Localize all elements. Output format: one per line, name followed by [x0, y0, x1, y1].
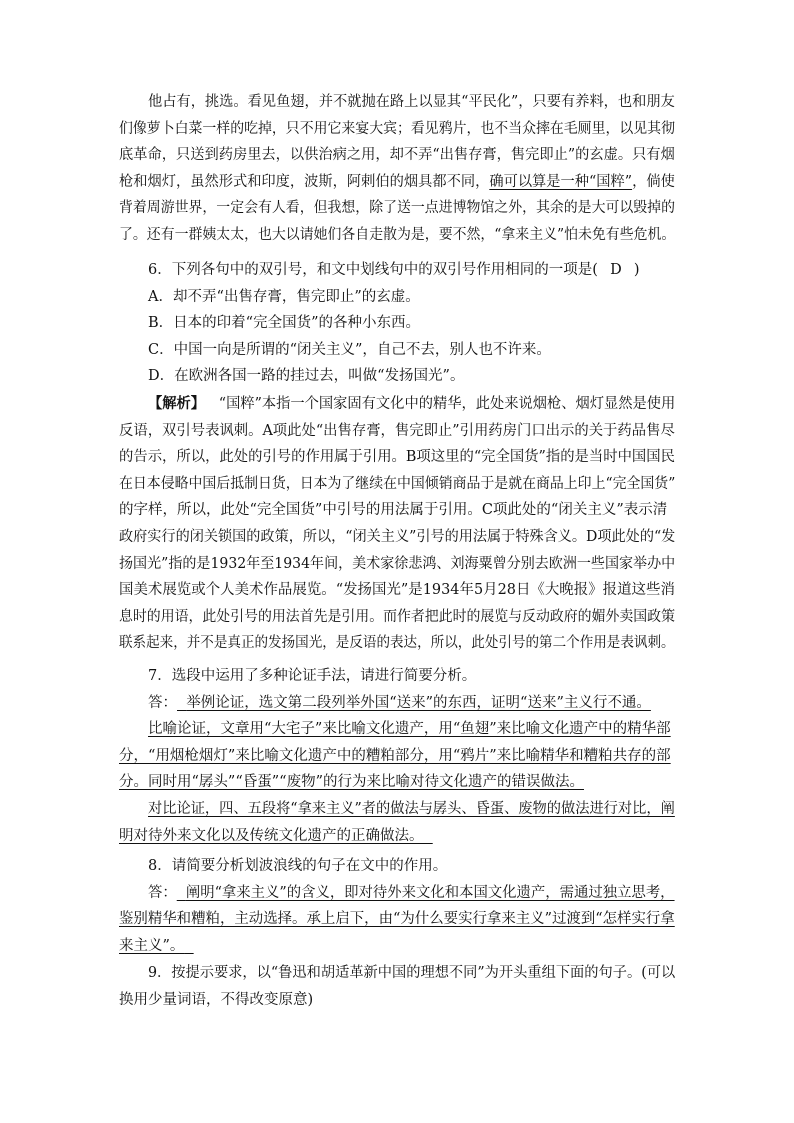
analysis-line: 政府实行的闭关锁国的政策，所以，“闭关主义”引号的用法属于特殊含义。D项此处的“发 — [119, 528, 675, 545]
answer-text: 明对待外来文化以及传统文化遗产的正确做法。 — [119, 827, 424, 844]
passage-line: 了。还有一群姨太太，也大以请她们各自走散为是，要不然，“拿来主义”怕未免有些危机。 — [119, 226, 675, 243]
analysis-line: 在日本侵略中国后抵制日货，日本为了继续在中国倾销商品于是就在商品上印上“完全国货” — [119, 475, 675, 492]
answer-line — [119, 796, 675, 823]
answer-line — [119, 906, 675, 933]
question-7-stem: 7．选段中运用了多种论证手法，请进行简要分析。 — [148, 668, 477, 684]
analysis-tag: 【解析】 — [148, 395, 206, 412]
answer-text: 来主义”。 — [119, 937, 185, 954]
answer-text: 分，“用烟枪烟灯”来比喻文化遗产中的糟粕部分，用“鸦片”来比喻精华和糟粕共存的部 — [119, 747, 671, 764]
analysis-text: “国粹”本指一个国家固有文化中的精华，此处来说烟枪、烟灯显然是使用 — [218, 396, 675, 412]
passage-line: 他占有，挑选。看见鱼翅，并不就抛在路上以显其“平民化”，只要有养料，也和朋友 — [148, 94, 675, 110]
passage-text: ，倘使 — [632, 173, 675, 190]
answer-text: 阐明“拿来主义”的含义，即对待外来文化和本国文化遗产，需通过独立思考， — [185, 884, 675, 901]
analysis — [119, 391, 675, 657]
analysis-line: 国美术展览或个人美术作品展览。“发扬国光”是1934年5月28日《大晚报》报道这些消 — [119, 582, 675, 599]
answer-text: 鉴别精华和糟粕，主动选择。承上启下，由“为什么要实行拿来主义”过渡到“怎样实行拿 — [119, 911, 675, 928]
passage-line: 底革命，只送到药房里去，以供治病之用，却不弄“出售存膏，售完即止”的玄虚。只有烟 — [119, 147, 675, 164]
question-6-answer: D — [610, 262, 622, 278]
passage-line: 们像萝卜白菜一样的吃掉，只不用它来宴大宾；看见鸦片，也不当众摔在毛厕里，以见其彻 — [119, 120, 675, 137]
answer-line — [119, 743, 675, 770]
answer-line — [119, 933, 675, 960]
question-9 — [119, 960, 675, 1013]
question-8-stem: 8．请简要分析划波浪线的句子在文中的作用。 — [148, 858, 448, 874]
passage — [119, 89, 675, 249]
analysis-line: 反语，双引号表讽刺。A项此处“出售存膏，售完即止”引用药房门口出示的关于药品售尽 — [119, 422, 675, 439]
passage-text: 枪和烟灯，虽然形式和印度，波斯，阿剌伯的烟具都不同， — [119, 173, 490, 190]
question-9-line: 9．按提示要求，以“鲁迅和胡适革新中国的理想不同”为开头重组下面的句子。(可以 — [148, 965, 675, 981]
option-a: A．却不弄“出售存膏，售完即止”的玄虚。 — [148, 288, 420, 305]
answer-prefix: 答： — [148, 884, 177, 901]
answer-text: 比喻论证，文章用“大宅子”来比喻文化遗产，用“鱼翅”来比喻文化遗产中的精华部 — [148, 721, 671, 738]
passage-line — [119, 169, 675, 196]
answer-line — [119, 823, 675, 850]
question-7 — [119, 663, 675, 849]
answer-line — [119, 880, 675, 907]
question-8 — [119, 853, 675, 959]
analysis-line: 联系起来，并不是真正的发扬国光，是反语的表达，所以，此处引号的第二个作用是表讽刺。 — [119, 635, 675, 652]
answer-line — [119, 690, 675, 717]
answer-text: 分。同时用“孱头”“昏蛋”“废物”的行为来比喻对待文化遗产的错误做法。 — [119, 774, 584, 791]
underlined-sentence: 确可以算是一种“国粹” — [489, 173, 633, 190]
analysis-line: 的告示，所以，此处的引号的作用属于引用。B项这里的“完全国货”指的是当时中国国民 — [119, 449, 675, 466]
answer-prefix: 答： — [148, 694, 177, 711]
analysis-line: 扬国光”指的是1932年至1934年间，美术家徐悲鸿、刘海粟曾分别去欧洲一些国家举办中 — [119, 555, 675, 572]
question-6-stem-close: ) — [633, 262, 640, 278]
question-6 — [119, 257, 675, 390]
analysis-line: 的字样，所以，此处“完全国货”中引号的用法属于引用。C项此处的“闭关主义”表示清 — [119, 502, 668, 519]
question-6-stem-text: 6．下列各句中的双引号，和文中划线句中的双引号作用相同的一项是( — [148, 262, 598, 278]
answer-line — [119, 769, 675, 796]
question-9-line: 换用少量词语，不得改变原意) — [119, 991, 314, 1008]
analysis-line: 息时的用语，此处引号的用法首先是引用。而作者把此时的展览与反动政府的媚外卖国政策 — [119, 608, 675, 625]
question-6-stem — [119, 257, 675, 284]
passage-line: 背着周游世界，一定会有人看，但我想，除了送一点进博物馆之外，其余的是大可以毁掉的 — [119, 200, 675, 217]
analysis-line — [119, 391, 675, 418]
option-d: D．在欧洲各国一路的挂过去，叫做“发扬国光”。 — [148, 368, 465, 385]
option-c: C．中国一向是所谓的“闭关主义”，自己不去，别人也不许来。 — [148, 341, 551, 358]
answer-text: 对比论证，四、五段将“拿来主义”者的做法与孱头、昏蛋、废物的做法进行对比，阐 — [148, 800, 675, 817]
answer-line — [119, 716, 675, 743]
answer-text: 举例论证，选文第二段列举外国“送来”的东西，证明“送来”主义行不通。 — [186, 694, 651, 711]
option-b: B．日本的印着“完全国货”的各种小东西。 — [148, 315, 420, 332]
